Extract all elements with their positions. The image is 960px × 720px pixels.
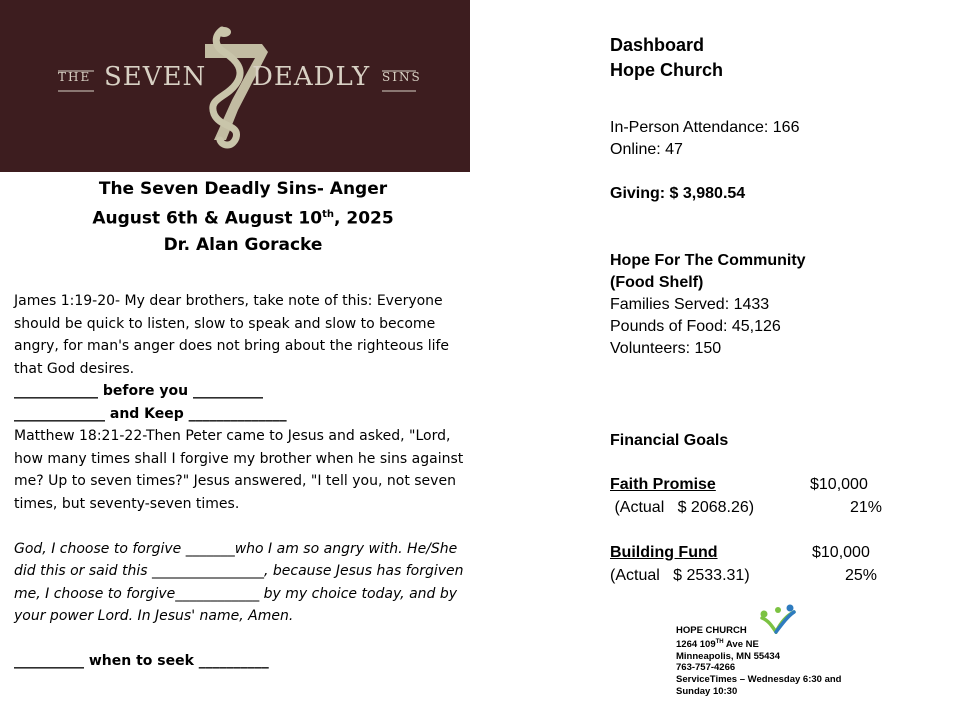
- sermon-heading: [0, 176, 486, 258]
- faith-promise-goal: [610, 474, 910, 520]
- building-fund-goal: [610, 542, 910, 588]
- matthew-passage: Matthew 18:21-22-Then Peter came to Jesus and asked, "Lord, how many times shall I forgive my brother when he sins against me? Up to seven times?" Jesus answered, "I tell you, not seven times, but seventy-seven times.: [14, 428, 464, 512]
- volunteers: Volunteers: 150: [610, 340, 722, 357]
- fill-blank-2: _____________ and Keep ______________: [14, 405, 287, 422]
- faith-promise-actual: (Actual $ 2068.26): [610, 499, 755, 516]
- giving-total: Giving: $ 3,980.54: [610, 185, 746, 202]
- banner-seven: SEVEN: [104, 62, 207, 92]
- faith-promise-target: $10,000: [810, 476, 868, 493]
- sermon-notes: [14, 290, 476, 673]
- faith-promise-label: Faith Promise: [610, 476, 716, 493]
- sermon-speaker: Dr. Alan Goracke: [163, 234, 323, 255]
- seven-serpent-graphic: [0, 0, 470, 172]
- fill-blank-3: __________ when to seek __________: [14, 653, 269, 669]
- faith-promise-percent: 21%: [850, 499, 883, 516]
- community-title: Hope For The Community: [610, 252, 806, 269]
- fill-blank-1: ____________ before you __________: [14, 383, 263, 399]
- church-city: Minneapolis, MN 55434: [676, 650, 781, 662]
- church-name: HOPE CHURCH: [676, 625, 747, 636]
- banner-sins: SINS: [382, 70, 422, 84]
- attendance-stats: [610, 117, 799, 161]
- pounds-of-food: Pounds of Food: 45,126: [610, 318, 781, 335]
- sermon-banner: [0, 0, 470, 172]
- sermon-date: August 6th & August 10th, 2025: [92, 208, 394, 229]
- sermon-title: The Seven Deadly Sins- Anger: [98, 179, 388, 199]
- james-passage: James 1:19-20- My dear brothers, take note of this: Everyone should be quick to listen, slow to speak and slow to become angry, for man's anger does not bring about the righteous life that God desires.: [14, 293, 450, 377]
- banner-deadly: DEADLY: [252, 62, 371, 92]
- church-address: 1264 109TH Ave NE: [676, 638, 759, 650]
- in-person-attendance: In-Person Attendance: 166: [610, 119, 800, 136]
- church-phone: 763-757-4266: [676, 662, 736, 674]
- church-contact-info: [676, 625, 841, 697]
- building-fund-percent: 25%: [845, 567, 878, 584]
- building-fund-actual: (Actual $ 2533.31): [610, 567, 750, 584]
- building-fund-target: $10,000: [812, 544, 870, 561]
- building-fund-label: Building Fund: [610, 544, 718, 561]
- online-attendance: Online: 47: [610, 141, 683, 158]
- financial-goals-title: Financial Goals: [610, 432, 729, 449]
- dashboard-title: Dashboard Hope Church: [610, 35, 724, 80]
- forgiveness-prayer: God, I choose to forgive _______who I am so angry with. He/She did this or said this ________________, because Jesus has forgiven me, I choose to forgive____________ by my choice today, and by your power Lord. In Jesus' name, Amen.: [14, 540, 464, 624]
- families-served: Families Served: 1433: [610, 296, 770, 313]
- community-stats: [610, 250, 806, 360]
- service-times-2: Sunday 10:30: [676, 685, 738, 697]
- banner-the: THE: [58, 70, 92, 84]
- service-times-1: ServiceTimes – Wednesday 6:30 and: [676, 673, 842, 685]
- community-subtitle: (Food Shelf): [610, 274, 704, 291]
